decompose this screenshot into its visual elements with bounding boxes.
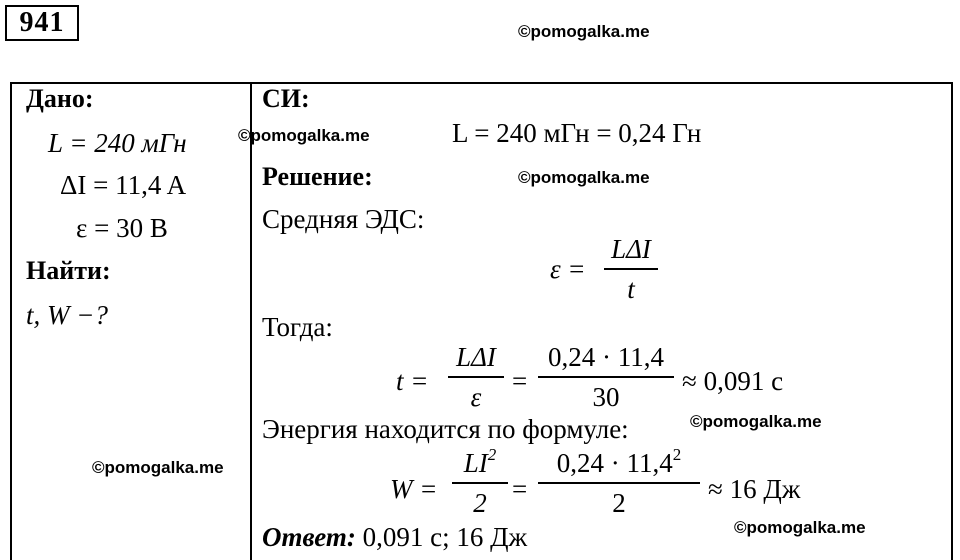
watermark: ©pomogalka.me bbox=[734, 518, 866, 537]
watermark: ©pomogalka.me bbox=[238, 126, 370, 145]
w-symbolic-numerator: LI bbox=[463, 448, 488, 478]
solution-heading: Решение: bbox=[262, 162, 373, 191]
given-inductance: L = 240 мГн bbox=[48, 128, 187, 158]
t-numeric-numerator: 0,24 · 11,4 bbox=[548, 342, 664, 372]
si-heading: СИ: bbox=[262, 84, 310, 113]
answer-label: Ответ: bbox=[262, 522, 356, 552]
t-symbolic-fraction bbox=[448, 340, 504, 414]
emf-denominator: t bbox=[627, 274, 635, 304]
w-symbolic-denominator: 2 bbox=[473, 488, 487, 518]
answer-line bbox=[262, 522, 527, 553]
find-question: t, W −? bbox=[26, 300, 108, 330]
watermark: ©pomogalka.me bbox=[690, 412, 822, 431]
w-equals: = bbox=[512, 474, 528, 504]
emf-intro: Средняя ЭДС: bbox=[262, 204, 425, 234]
find-heading: Найти: bbox=[26, 256, 111, 285]
w-numeric-power: 2 bbox=[672, 445, 682, 464]
emf-lhs: ε = bbox=[550, 254, 586, 284]
t-equals: = bbox=[512, 366, 528, 396]
t-symbolic-numerator: LΔI bbox=[456, 342, 496, 372]
watermark: ©pomogalka.me bbox=[518, 168, 650, 187]
w-symbolic-power: 2 bbox=[487, 445, 497, 464]
problem-number: 941 bbox=[5, 5, 79, 41]
answer-value: 0,091 с; 16 Дж bbox=[362, 522, 528, 552]
t-symbolic-denominator: ε bbox=[470, 382, 482, 412]
t-numeric-denominator: 30 bbox=[592, 382, 620, 412]
w-symbolic-fraction bbox=[452, 446, 508, 520]
given-emf: ε = 30 В bbox=[76, 213, 168, 243]
emf-fraction bbox=[604, 232, 658, 306]
column-divider bbox=[250, 82, 252, 560]
w-result: ≈ 16 Дж bbox=[708, 474, 801, 504]
watermark: ©pomogalka.me bbox=[92, 458, 224, 477]
w-numeric-fraction bbox=[538, 446, 700, 520]
si-conversion: L = 240 мГн = 0,24 Гн bbox=[452, 118, 702, 148]
energy-intro: Энергия находится по формуле: bbox=[262, 414, 629, 444]
t-numeric-fraction bbox=[538, 340, 674, 414]
t-result: ≈ 0,091 с bbox=[682, 366, 784, 396]
t-lhs: t = bbox=[396, 366, 429, 396]
given-current-change: ΔI = 11,4 A bbox=[60, 170, 187, 200]
watermark: ©pomogalka.me bbox=[518, 22, 650, 41]
w-lhs: W = bbox=[390, 474, 438, 504]
given-heading: Дано: bbox=[26, 84, 94, 113]
w-numeric-denominator: 2 bbox=[612, 488, 626, 518]
emf-numerator: LΔI bbox=[611, 234, 651, 264]
then-label: Тогда: bbox=[262, 312, 333, 342]
w-numeric-numerator: 0,24 · 11,4 bbox=[556, 448, 673, 478]
